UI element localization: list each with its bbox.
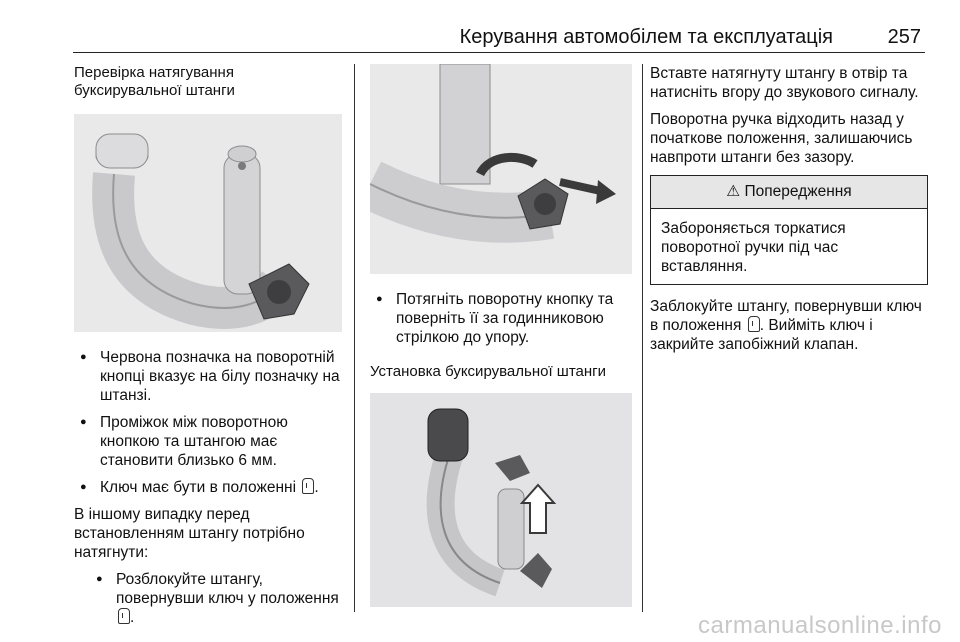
- sub-bullet-end: .: [130, 609, 135, 626]
- lock-paragraph-end: . Вийміть ключ і закрийте запобіжний клапан.: [650, 317, 873, 353]
- bullet-gap: ● Проміжок між поворотною кнопкою та штангою має становити близько 6 мм.: [74, 413, 344, 470]
- column-3: [650, 64, 928, 362]
- watermark: carmanualsonline.info: [698, 612, 942, 639]
- install-towbar-illustration: [370, 393, 632, 607]
- column-1: [74, 64, 344, 635]
- warning-triangle-icon: ⚠: [726, 183, 741, 200]
- section-heading-check: Перевірка натягування буксирувальної штанги: [74, 64, 235, 99]
- bullet-key-text: Ключ має бути в положенні: [100, 479, 297, 496]
- lock-open-icon: [302, 478, 314, 494]
- lock-paragraph: [650, 297, 928, 354]
- knob-return-paragraph: Поворотна ручка відходить назад у початкове положення, залишаючись навпроти штанги без зазору.: [650, 111, 913, 166]
- page-header: [73, 26, 925, 53]
- bullet-pull-knob: ● Потягніть поворотну кнопку та поверніть її за годинниковою стрілкою до упору.: [370, 290, 632, 347]
- otherwise-paragraph: В іншому випадку перед встановленням штангу потрібно натягнути:: [74, 506, 305, 561]
- lock-closed-icon: [748, 316, 760, 332]
- lock-paragraph-start: Заблокуйте штангу, повернувши ключ в положення: [650, 298, 922, 334]
- bullet-key-position: ● Ключ має бути в положенні .: [74, 478, 344, 497]
- column-divider-2: [642, 64, 643, 612]
- turn-knob-svg: [370, 64, 632, 274]
- sub-bullet-text: Розблокуйте штангу, повернувши ключ у положення: [116, 571, 339, 607]
- lock-open-icon: [118, 608, 130, 624]
- sub-bullet-unlock: [74, 570, 344, 627]
- section-heading-install: Установка буксирувальної штанги: [370, 363, 606, 380]
- warning-title: Попередження: [744, 183, 852, 200]
- column-divider-1: [354, 64, 355, 612]
- warning-header: [651, 176, 927, 209]
- column-2: [370, 64, 632, 607]
- install-towbar-svg: [370, 393, 632, 607]
- insert-paragraph: Вставте натягнуту штангу в отвір та натисніть вгору до звукового сигналу.: [650, 65, 919, 101]
- bullet-red-mark: ● Червона позначка на поворотній кнопці вказує на білу позначку на штанзі.: [74, 348, 344, 405]
- towbar-check-illustration: [74, 114, 342, 332]
- turn-knob-illustration: [370, 64, 632, 274]
- warning-box: [650, 175, 928, 285]
- header-title: Керування автомобілем та експлуатація: [459, 26, 833, 48]
- warning-body: Забороняється торкатися поворотної ручки під час вставляння.: [661, 220, 846, 275]
- page-number: 257: [887, 26, 921, 48]
- towbar-tension-svg: [74, 114, 342, 332]
